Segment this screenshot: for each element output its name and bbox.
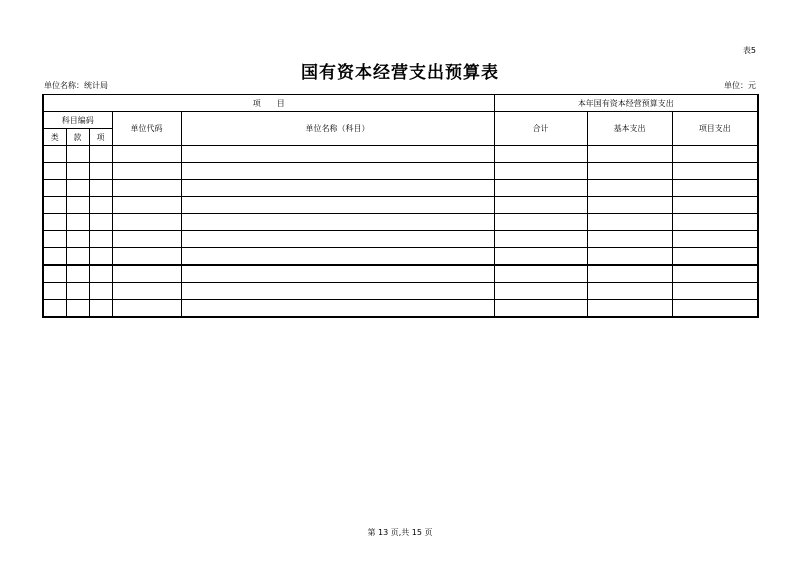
table-cell [494,265,587,283]
table-cell [181,180,494,197]
table-cell [66,214,89,231]
table-cell [587,146,672,163]
table-cell [494,283,587,300]
table-cell [181,300,494,318]
table-cell [494,163,587,180]
table-cell [587,300,672,318]
table-cell [494,300,587,318]
table-cell [494,146,587,163]
table-cell [112,163,181,180]
table-cell [112,146,181,163]
table-cell [89,231,112,248]
table-cell [672,197,758,214]
table-cell [89,197,112,214]
table-cell [43,231,66,248]
total-header: 合计 [494,112,587,146]
table-cell [112,180,181,197]
table-cell [672,283,758,300]
table-cell [112,231,181,248]
budget-table [42,94,759,318]
table-cell [66,231,89,248]
table-cell [66,146,89,163]
table-cell [112,248,181,266]
table-cell [181,163,494,180]
page-number: 第 13 页,共 15 页 [367,528,433,537]
table-cell [181,231,494,248]
table-cell [587,214,672,231]
table-cell [181,214,494,231]
table-row [43,248,758,266]
unit-name-label: 单位名称：统计局 [44,81,108,90]
table-cell [89,265,112,283]
table-cell [112,214,181,231]
table-cell [181,146,494,163]
table-cell [89,146,112,163]
table-cell [494,248,587,266]
unit-code-header: 单位代码 [112,112,181,146]
table-cell [89,163,112,180]
xiang-header: 项 [89,129,112,146]
table-cell [672,265,758,283]
unit-name-subject-header: 单位名称（科目） [181,112,494,146]
table-cell [494,180,587,197]
expense-header: 本年国有资本经营预算支出 [494,95,758,112]
table-cell [587,163,672,180]
table-cell [89,214,112,231]
table-row [43,180,758,197]
page-title: 国有资本经营支出预算表 [301,63,499,83]
table-cell [89,180,112,197]
table-cell [66,265,89,283]
currency-unit-label: 单位：元 [724,81,756,90]
table-cell [672,214,758,231]
lei-header: 类 [43,129,66,146]
table-cell [494,214,587,231]
project-expense-header: 项目支出 [672,112,758,146]
table-cell [672,248,758,266]
table-cell [672,180,758,197]
table-cell [587,283,672,300]
table-cell [43,265,66,283]
table-cell [66,180,89,197]
table-cell [66,300,89,318]
table-cell [181,248,494,266]
table-cell [43,248,66,266]
table-cell [181,265,494,283]
table-cell [43,214,66,231]
table-cell [43,283,66,300]
table-cell [181,197,494,214]
table-cell [43,146,66,163]
table-cell [112,197,181,214]
project-header: 项 目 [43,95,494,112]
table-cell [587,197,672,214]
table-row [43,231,758,248]
table-cell [66,283,89,300]
table-cell [587,248,672,266]
table-cell [89,283,112,300]
table-cell [66,163,89,180]
table-cell [66,248,89,266]
table-row [43,197,758,214]
table-cell [672,231,758,248]
table-cell [43,163,66,180]
table-row [43,283,758,300]
table-cell [66,197,89,214]
basic-expense-header: 基本支出 [587,112,672,146]
table-cell [112,283,181,300]
table-cell [181,283,494,300]
kuan-header: 款 [66,129,89,146]
subject-code-header: 科目编码 [43,112,112,129]
table-cell [672,300,758,318]
table-cell [587,265,672,283]
table-cell [587,231,672,248]
table-cell [43,197,66,214]
table-cell [43,300,66,318]
table-cell [672,163,758,180]
table-cell [89,300,112,318]
table-number: 表5 [742,46,756,55]
table-cell [494,231,587,248]
table-row [43,265,758,283]
table-row [43,300,758,318]
table-row [43,146,758,163]
table-cell [112,265,181,283]
table-row [43,163,758,180]
table-cell [112,300,181,318]
table-row [43,214,758,231]
table-cell [672,146,758,163]
table-cell [89,248,112,266]
table-cell [494,197,587,214]
table-cell [43,180,66,197]
table-cell [587,180,672,197]
